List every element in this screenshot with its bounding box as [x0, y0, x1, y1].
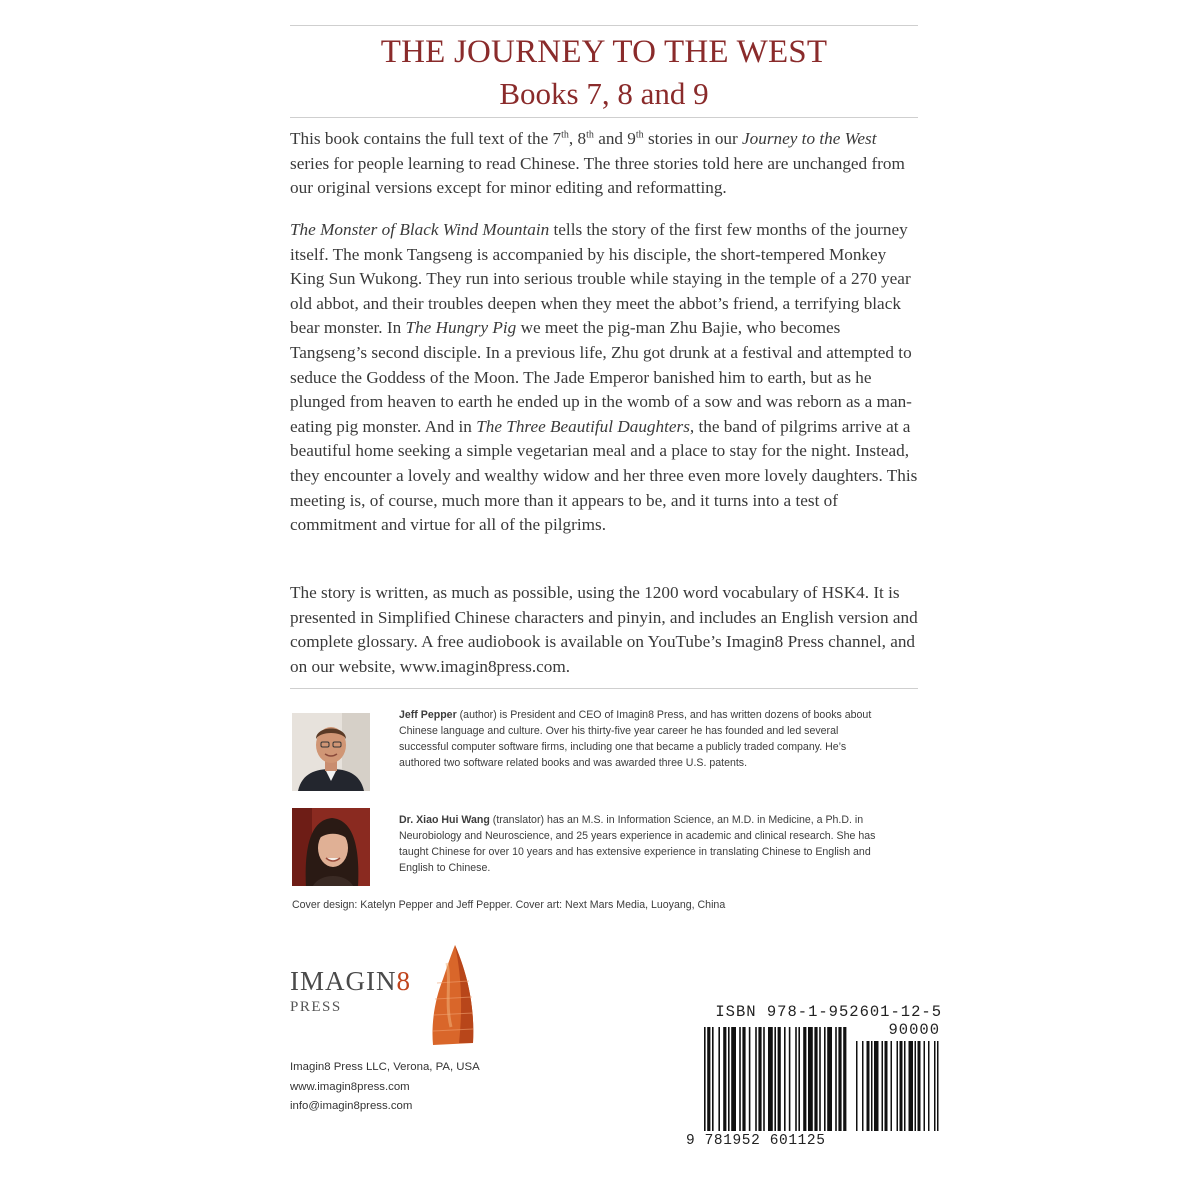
translator-photo [292, 808, 370, 886]
publisher-address [290, 1058, 480, 1117]
logo-name-text: IMAGIN [290, 966, 397, 996]
book-title: THE JOURNEY TO THE WEST [380, 34, 828, 70]
book-subtitle: Books 7, 8 and 9 [499, 76, 709, 111]
isbn-text: ISBN 978-1-952601-12-5 [715, 1003, 942, 1021]
description-paragraph-3: The story is written, as much as possible, using the 1200 word vocabulary of HSK4. It is presented in Simplified Chinese characters and pinyin, and includes an English version and complete glossary. A free audiobook is available on YouTube’s Imagin8 Press channel, and on our website, www.imagin8press.com. [290, 583, 918, 676]
publisher-logo [290, 966, 411, 1016]
logo-press-text: PRESS [290, 999, 342, 1015]
translator-bio: Dr. Xiao Hui Wang (translator) has an M.S. in Information Science, an M.D. in Medicine, a Ph.D. in Neurobiology and Neuroscience, and 25 years experience in academic and clinical research. She has taught Chinese for over 10 years and has extensive experience in translating Chinese to English and English to Chinese. [399, 814, 876, 874]
email-line: info@imagin8press.com [290, 1100, 413, 1113]
cover-credits: Cover design: Katelyn Pepper and Jeff Pepper. Cover art: Next Mars Media, Luoyang, China [292, 899, 726, 911]
isbn-barcode [686, 1003, 942, 1159]
title-divider [290, 117, 918, 118]
top-divider [290, 25, 918, 26]
description-paragraph-1: This book contains the full text of the 7th, 8th and 9th stories in our Journey to the West series for people learning to read Chinese. The three stories told here are unchanged from our original versions except for minor editing and reformatting. [290, 129, 905, 198]
ean-digits-text: 9 781952 601125 [686, 1133, 826, 1149]
author-photo [292, 713, 370, 791]
logo-accent-text: 8 [396, 966, 411, 996]
description-paragraph-2: The Monster of Black Wind Mountain tells the story of the first few months of the journey itself. The monk Tangseng is accompanied by his disciple, the short-tempered Monkey King Sun Wukong. They run into serious trouble while staying in the temple of a 270 year old abbot, and their troubles deepen when they meet the abbot’s friend, a terrifying black bear monster. In The Hungry Pig we meet the pig-man Zhu Bajie, who becomes Tangseng’s second disciple. In a previous life, Zhu got drunk at a festival and attempted to seduce the Goddess of the Moon. The Jade Emperor banished him to earth, but as he plunged from heaven to earth he ended up in the womb of a sow and was reborn as a man-eating pig monster. And in The Three Beautiful Daughters, the band of pilgrims arrive at a beautiful home seeking a simple vegetarian meal and a place to stay for the night. Instead, they encounter a lovely and wealthy widow and her three even more lovely daughters. This meeting is, of course, much more than it appears to be, and it turns into a test of commitment and virtue for all of the pilgrims. [290, 220, 918, 535]
address-line: Imagin8 Press LLC, Verona, PA, USA [290, 1061, 480, 1073]
junk-sail-icon [425, 943, 477, 1047]
price-code-text: 90000 [888, 1021, 940, 1039]
bio-divider [290, 688, 918, 689]
author-bio: Jeff Pepper (author) is President and CEO of Imagin8 Press, and has written dozens of books about Chinese language and culture. Over his thirty-five year career he has founded and led several successful computer software firms, including one that became a publicly traded company. He’s authored two software related books and was awarded three U.S. patents. [399, 709, 872, 769]
website-line: www.imagin8press.com [290, 1080, 410, 1093]
